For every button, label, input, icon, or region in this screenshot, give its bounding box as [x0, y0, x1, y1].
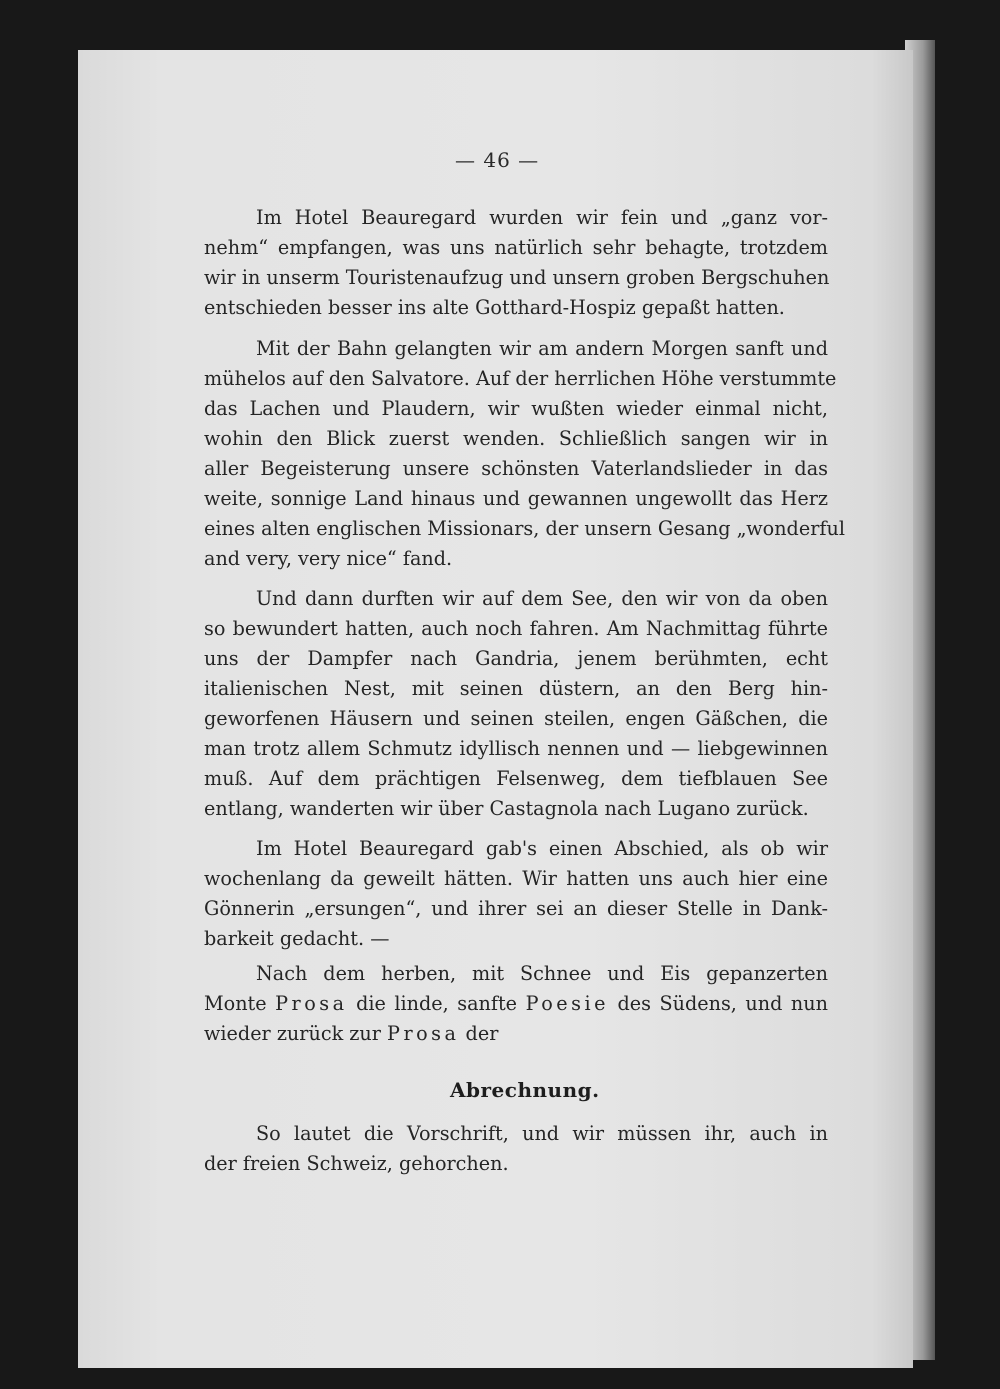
- text-run: wieder zurück zur: [204, 1022, 388, 1045]
- spaced-word: Poesie: [525, 992, 609, 1015]
- text-line: entschieden besser ins alte Gotthard-Hospiz gepaßt hatten.: [204, 296, 785, 319]
- text-line: geworfenen Häusern und seinen steilen, engen Gäßchen, die: [204, 707, 828, 730]
- text-line: eines alten englischen Missionars, der unsern Gesang „wonderful: [204, 517, 845, 540]
- text-line: das Lachen und Plaudern, wir wußten wieder einmal nicht,: [204, 397, 828, 420]
- text-run: Nach dem herben, mit Schnee und Eis gepanzerten: [256, 962, 828, 985]
- text-line: wir in unserm Touristenaufzug und unsern groben Bergschuhen: [204, 266, 830, 289]
- paragraph-3: [204, 584, 828, 824]
- text-line: Und dann durften wir auf dem See, den wir von da oben: [256, 587, 828, 610]
- text-line: so bewundert hatten, auch noch fahren. Am Nachmittag führte: [204, 617, 828, 640]
- text-line: [204, 989, 828, 1019]
- text-line: Im Hotel Beauregard gab's einen Abschied, als ob wir: [256, 837, 828, 860]
- text-line: wohin den Blick zuerst wenden. Schließlich sangen wir in: [204, 427, 828, 450]
- paragraph-1: [204, 203, 828, 323]
- spaced-word: Prosa: [387, 1022, 460, 1045]
- text-line: der freien Schweiz, gehorchen.: [204, 1152, 509, 1175]
- text-line: So lautet die Vorschrift, und wir müssen ihr, auch in: [256, 1122, 828, 1145]
- text-run: die linde, sanfte: [347, 992, 526, 1015]
- text-line: uns der Dampfer nach Gandria, jenem berühmten, echt: [204, 647, 828, 670]
- text-line: [204, 959, 828, 989]
- text-line: [204, 1019, 828, 1049]
- paragraph-4: [204, 834, 828, 954]
- text-line: and very, very nice“ fand.: [204, 547, 453, 570]
- text-line: muß. Auf dem prächtigen Felsenweg, dem tiefblauen See: [204, 767, 828, 790]
- text-run: des Südens, und nun: [608, 992, 828, 1015]
- text-run: Monte: [204, 992, 276, 1015]
- text-line: barkeit gedacht. —: [204, 927, 390, 950]
- text-line: aller Begeisterung unsere schönsten Vaterlandslieder in das: [204, 457, 828, 480]
- text-line: nehm“ empfangen, was uns natürlich sehr behagte, trotzdem: [204, 236, 828, 259]
- text-line: man trotz allem Schmutz idyllisch nennen und — liebgewinnen: [204, 737, 828, 760]
- text-line: Mit der Bahn gelangten wir am andern Morgen sanft und: [256, 337, 828, 360]
- paragraph-2: [204, 334, 845, 574]
- section-heading: Abrechnung.: [450, 1078, 600, 1102]
- text-line: wochenlang da geweilt hätten. Wir hatten uns auch hier eine: [204, 867, 828, 890]
- text-line: italienischen Nest, mit seinen düstern, an den Berg hin-: [204, 677, 828, 700]
- text-line: weite, sonnige Land hinaus und gewannen ungewollt das Herz: [204, 487, 828, 510]
- text-line: mühelos auf den Salvatore. Auf der herrlichen Höhe verstummte: [204, 367, 837, 390]
- text-line: Gönnerin „ersungen“, und ihrer sei an dieser Stelle in Dank-: [204, 897, 828, 920]
- page-number: — 46 —: [455, 148, 540, 172]
- spaced-word: Prosa: [275, 992, 348, 1015]
- text-line: Im Hotel Beauregard wurden wir fein und „ganz vor-: [256, 206, 828, 229]
- paragraph-closing: [204, 1119, 828, 1179]
- text-line: entlang, wanderten wir über Castagnola nach Lugano zurück.: [204, 797, 809, 820]
- paragraph-5: [204, 959, 828, 1049]
- text-run: der: [459, 1022, 499, 1045]
